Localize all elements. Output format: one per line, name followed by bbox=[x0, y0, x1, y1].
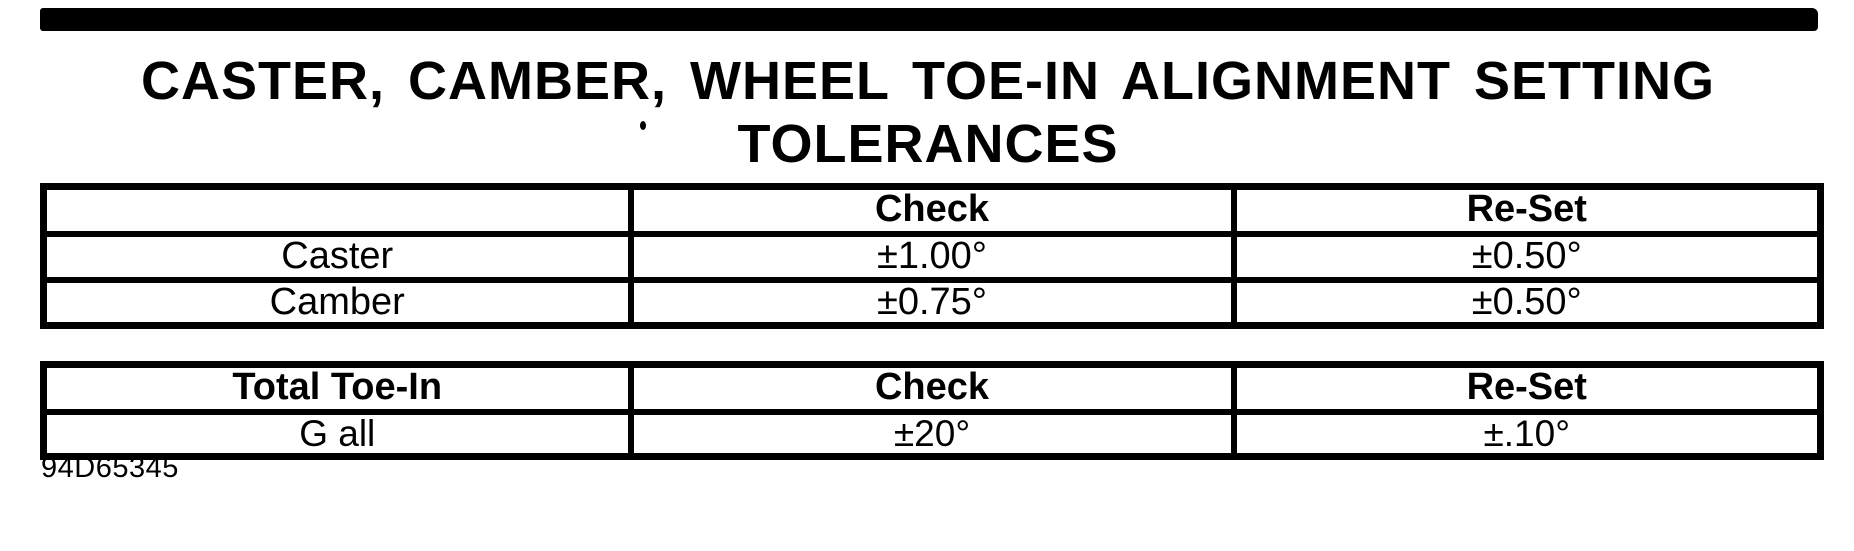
title-line-1: CASTER, CAMBER, WHEEL TOE-IN ALIGNMENT SETTING bbox=[140, 51, 1715, 111]
header-cell-blank bbox=[44, 187, 631, 234]
figure-title bbox=[38, 50, 1818, 175]
table-row-camber bbox=[44, 280, 1821, 326]
table-header-row bbox=[44, 187, 1821, 234]
cell-camber-reset: ±0.50° bbox=[1234, 280, 1821, 326]
header-cell-total-toe-in: Total Toe-In bbox=[44, 365, 631, 412]
header-cell-check: Check bbox=[631, 187, 1234, 234]
cell-caster-reset: ±0.50° bbox=[1234, 234, 1821, 280]
header-cell-reset: Re-Set bbox=[1234, 365, 1821, 412]
scan-speck bbox=[1664, 453, 1669, 457]
header-cell-check: Check bbox=[631, 365, 1234, 412]
cell-caster-check: ±1.00° bbox=[631, 234, 1234, 280]
top-separator-bar bbox=[40, 8, 1818, 31]
cell-caster-label: Caster bbox=[44, 234, 631, 280]
header-cell-reset: Re-Set bbox=[1234, 187, 1821, 234]
scan-speck bbox=[640, 121, 646, 130]
cell-camber-label: Camber bbox=[44, 280, 631, 326]
cell-toe-label: G all bbox=[44, 412, 631, 457]
title-line-2: TOLERANCES bbox=[737, 113, 1119, 174]
table-row-caster bbox=[44, 234, 1821, 280]
cell-camber-check: ±0.75° bbox=[631, 280, 1234, 326]
cell-toe-reset: ±.10° bbox=[1234, 412, 1821, 457]
table-row-toe-in bbox=[44, 412, 1821, 457]
cell-toe-check: ±20° bbox=[631, 412, 1234, 457]
scan-speck bbox=[1299, 456, 1304, 460]
toe-in-table bbox=[40, 361, 1824, 460]
caster-camber-table bbox=[40, 183, 1824, 329]
figure-id: 94D65345 bbox=[41, 452, 179, 484]
table-header-row bbox=[44, 365, 1821, 412]
